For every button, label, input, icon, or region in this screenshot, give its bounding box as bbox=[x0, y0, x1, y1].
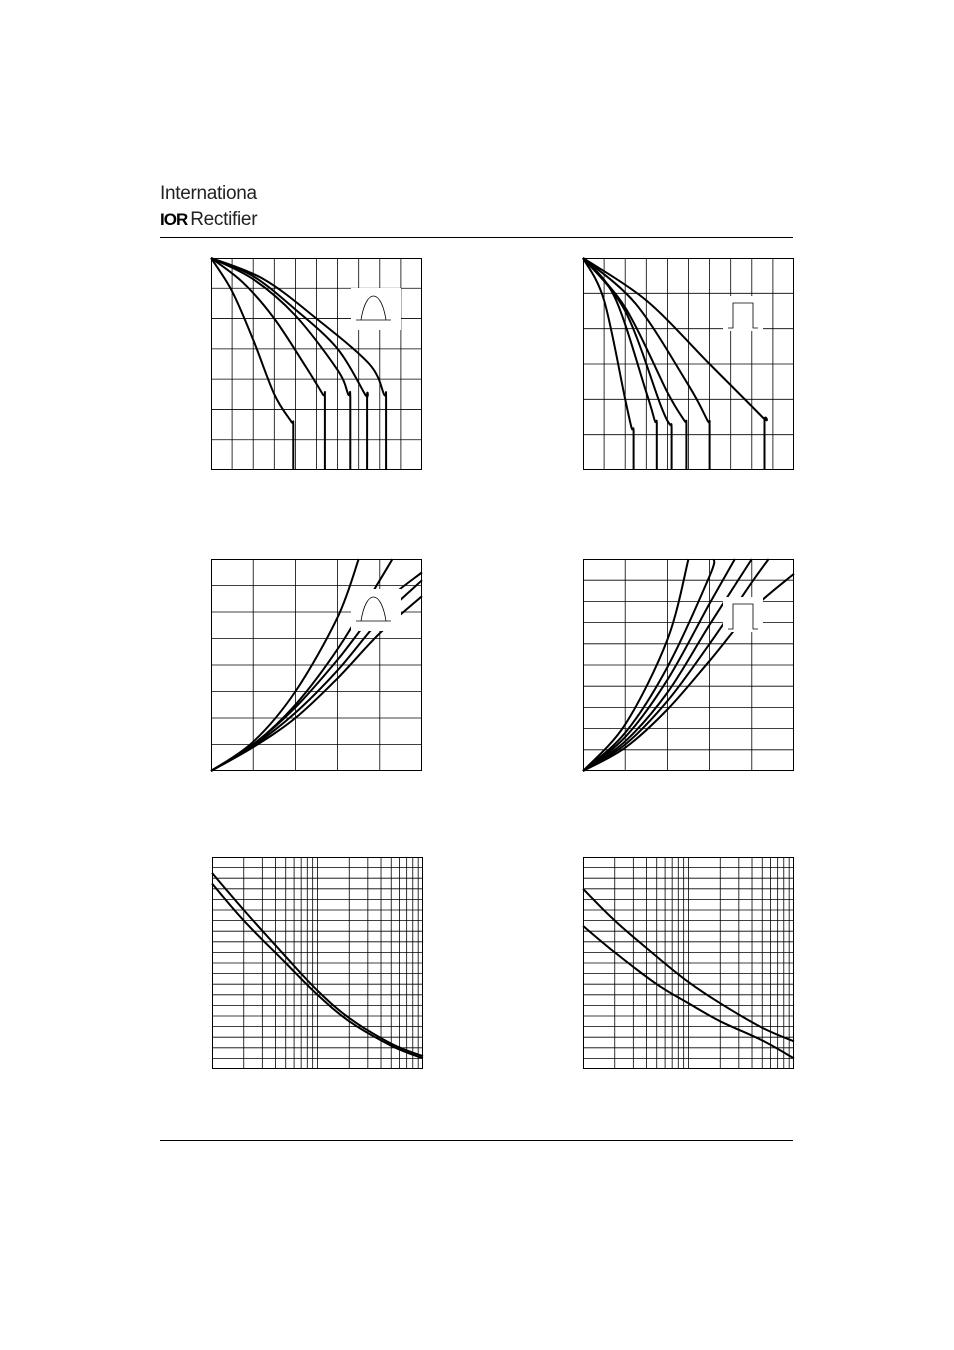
chart-fig3 bbox=[211, 559, 422, 771]
fig2-svg bbox=[583, 258, 794, 470]
fig1-svg bbox=[211, 258, 422, 470]
fig4-svg bbox=[583, 559, 794, 771]
fig2-inset-bg bbox=[723, 296, 763, 331]
chart-fig5 bbox=[212, 857, 423, 1069]
fig5-svg bbox=[212, 857, 423, 1069]
fig3-inset-bg bbox=[351, 589, 401, 631]
brand-rectifier: Rectifier bbox=[190, 209, 258, 230]
chart-fig1 bbox=[211, 258, 422, 470]
footer-rule bbox=[160, 1140, 793, 1141]
ir-logo: IOR bbox=[160, 210, 188, 229]
fig2-inset-square bbox=[723, 296, 763, 331]
chart-fig2 bbox=[583, 258, 794, 470]
fig1-inset-bg bbox=[351, 288, 401, 330]
header-rule bbox=[160, 237, 793, 238]
header bbox=[160, 183, 800, 241]
fig5-grid bbox=[212, 857, 423, 1069]
fig1-series-3 bbox=[211, 258, 368, 470]
fig4-inset-bg bbox=[723, 597, 763, 632]
brand-row bbox=[160, 208, 257, 232]
chart-fig4 bbox=[583, 559, 794, 771]
fig4-inset-square bbox=[723, 597, 763, 632]
fig2-grid bbox=[583, 258, 794, 470]
fig3-inset-sine bbox=[351, 589, 401, 631]
fig6-svg bbox=[583, 857, 794, 1069]
fig3-svg bbox=[211, 559, 422, 771]
fig1-inset-sine bbox=[351, 288, 401, 330]
chart-fig6 bbox=[583, 857, 794, 1069]
fig6-grid bbox=[583, 857, 794, 1069]
brand-name: Internationa bbox=[160, 183, 257, 204]
